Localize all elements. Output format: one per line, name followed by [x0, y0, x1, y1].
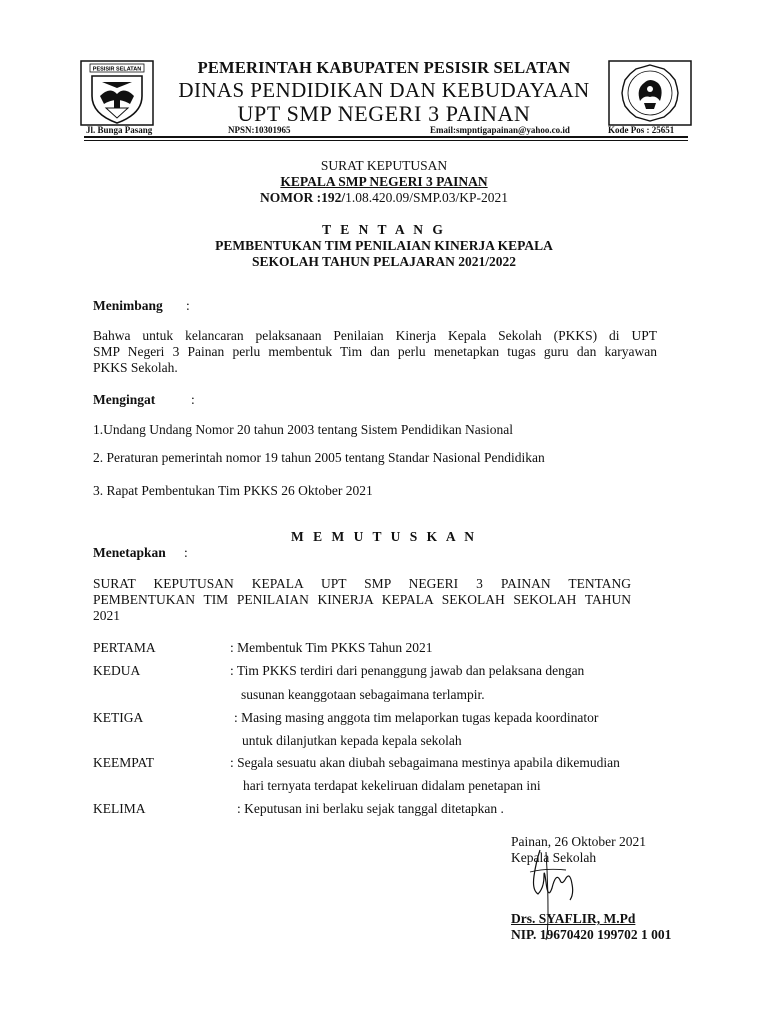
decree-number: NOMOR :192/1.08.420.09/SMP.03/KP-2021	[260, 190, 508, 205]
mengingat-item: 3. Rapat Pembentukan Tim PKKS 26 Oktober 2021	[93, 483, 373, 498]
tut-wuri-handayani-emblem-icon	[608, 60, 692, 126]
npsn-text: NPSN:10301965	[228, 125, 291, 135]
letterhead-rule-thick	[84, 136, 688, 138]
decision-key: KEDUA	[93, 663, 141, 678]
menetapkan-colon: :	[184, 545, 188, 560]
menimbang-line-1: Bahwa untuk kelancaran pelaksanaan Penilaian Kinerja Kepala Sekolah (PKKS) di UPT	[93, 328, 657, 343]
menetapkan-label: Menetapkan	[93, 545, 166, 560]
decision-text: : Keputusan ini berlaku sejak tanggal ditetapkan .	[237, 801, 504, 816]
signatory-name: Drs. SYAFLIR, M.Pd	[511, 911, 636, 926]
tentang-heading: T E N T A N G	[322, 222, 446, 237]
mengingat-label: Mengingat	[93, 392, 156, 407]
decision-text-continued: hari ternyata terdapat kekeliruan didalam penetapan ini	[243, 778, 541, 793]
signatory-nip: NIP. 19670420 199702 1 001	[511, 927, 672, 942]
subject-line-2: SEKOLAH TAHUN PELAJARAN 2021/2022	[252, 254, 516, 269]
letterhead-government: PEMERINTAH KABUPATEN PESISIR SELATAN	[197, 58, 571, 77]
menetapkan-line-2: PEMBENTUKAN TIM PENILAIAN KINERJA KEPALA SEKOLAH SEKOLAH TAHUN	[93, 592, 631, 607]
menetapkan-line-3: 2021	[93, 608, 120, 623]
signature-place-date: Painan, 26 Oktober 2021	[511, 834, 646, 849]
decision-text: : Membentuk Tim PKKS Tahun 2021	[230, 640, 433, 655]
email-text: Email:smpntigapainan@yahoo.co.id	[430, 125, 570, 135]
decision-key: KEEMPAT	[93, 755, 155, 770]
mengingat-colon: :	[191, 392, 195, 407]
decision-text: : Segala sesuatu akan diubah sebagaimana mestinya apabila dikemudian	[230, 755, 620, 770]
decree-title: SURAT KEPUTUSAN	[320, 158, 448, 173]
decision-text: : Masing masing anggota tim melaporkan tugas kepada koordinator	[234, 710, 599, 725]
mengingat-item: 1.Undang Undang Nomor 20 tahun 2003 tentang Sistem Pendidikan Nasional	[93, 422, 513, 437]
mengingat-item: 2. Peraturan pemerintah nomor 19 tahun 2005 tentang Standar Nasional Pendidikan	[93, 450, 545, 465]
memutuskan-heading: M E M U T U S K A N	[291, 529, 477, 544]
signature-position: Kepala Sekolah	[511, 850, 597, 865]
subject-line-1: PEMBENTUKAN TIM PENILAIAN KINERJA KEPALA	[215, 238, 553, 253]
decision-key: KELIMA	[93, 801, 146, 816]
menimbang-label: Menimbang	[93, 298, 163, 313]
decision-key: PERTAMA	[93, 640, 156, 655]
decision-key: KETIGA	[93, 710, 144, 725]
svg-text:PESISIR SELATAN: PESISIR SELATAN	[92, 66, 142, 73]
decree-issuer: KEPALA SMP NEGERI 3 PAINAN	[280, 174, 488, 189]
menimbang-line-3: PKKS Sekolah.	[93, 360, 178, 375]
decision-text-continued: susunan keanggotaan sebagaimana terlampir.	[241, 687, 485, 702]
menimbang-colon: :	[186, 298, 190, 313]
letterhead-school: UPT SMP NEGERI 3 PAINAN	[237, 101, 531, 126]
decision-text-continued: untuk dilanjutkan kepada kepala sekolah	[242, 733, 462, 748]
letterhead-department: DINAS PENDIDIKAN DAN KEBUDAYAAN	[178, 78, 590, 102]
letterhead-rule-thin	[84, 140, 688, 141]
address-text: Jl. Bunga Pasang	[86, 125, 153, 135]
menetapkan-line-1: SURAT KEPUTUSAN KEPALA UPT SMP NEGERI 3 PAINAN TENTANG	[93, 576, 631, 591]
menimbang-line-2: SMP Negeri 3 Painan perlu membentuk Tim dan perlu menetapkan tugas guru dan karyawan	[93, 344, 657, 359]
decision-text: : Tim PKKS terdiri dari penanggung jawab dan pelaksana dengan	[230, 663, 585, 678]
postal-code-text: Kode Pos : 25651	[608, 125, 675, 135]
